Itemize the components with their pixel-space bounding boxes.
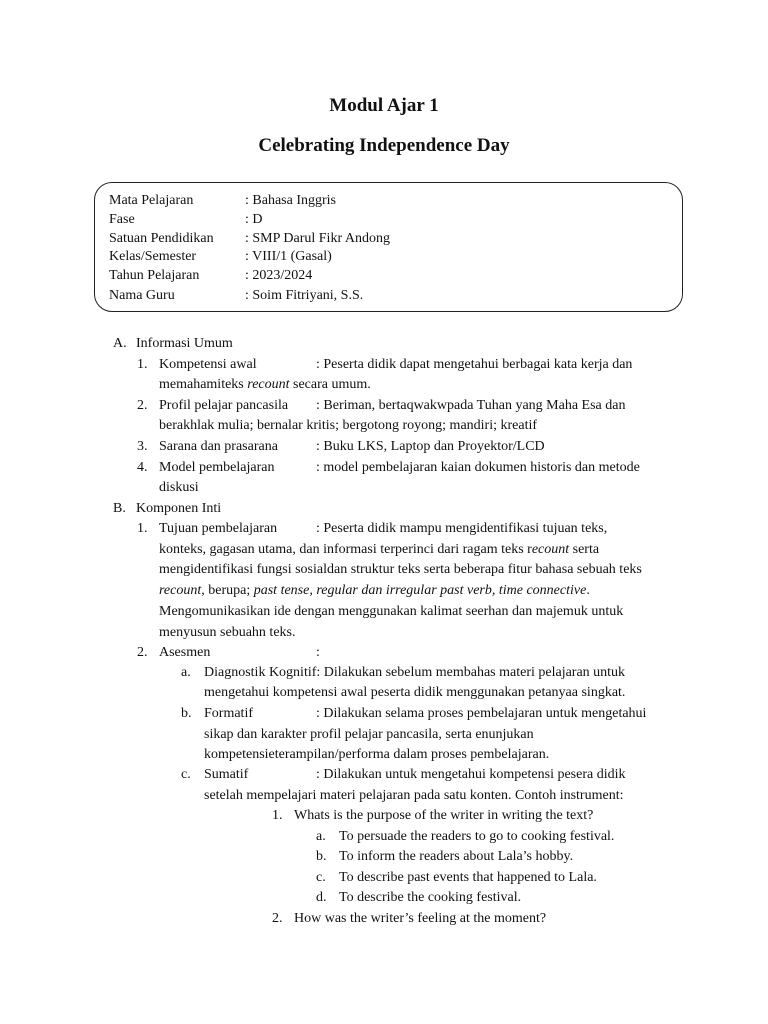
- item-text: : Beriman, bertaqwakwpada Tuhan yang Maha Esa dan: [316, 398, 626, 413]
- list-number: 1.: [137, 357, 148, 372]
- info-value: : 2023/2024: [245, 268, 313, 283]
- item-label: Tujuan pembelajaran: [159, 521, 278, 536]
- info-value: : VIII/1 (Gasal): [245, 249, 332, 264]
- question-number: 1.: [272, 808, 283, 823]
- list-number: 2.: [137, 645, 148, 660]
- page-title: Modul Ajar 1: [329, 95, 439, 116]
- option-text: To describe past events that happened to Lala.: [339, 870, 597, 885]
- sub-text: mengetahui kompetensi awal peserta didik menggunakan petanyaa singkat.: [204, 685, 626, 700]
- option-text: To inform the readers about Lala’s hobby.: [339, 849, 574, 864]
- sub-text: : Dilakukan untuk mengetahui kompetensi pesera didik: [316, 767, 626, 782]
- sub-text: kompetensieterampilan/performa dalam proses pembelajaran.: [204, 747, 550, 762]
- item-label: Model pembelajaran: [159, 460, 275, 475]
- option-marker: a.: [316, 829, 326, 844]
- item-label: Sarana dan prasarana: [159, 439, 278, 454]
- item-continuation: diskusi: [159, 480, 199, 495]
- option-text: To persuade the readers to go to cooking festival.: [339, 829, 615, 844]
- item-continuation: mengidentifikasi fungsi sosialdan struktur teks serta beberapa fitur bahasa sebuah teks: [159, 562, 642, 577]
- section-marker: A.: [113, 336, 127, 351]
- info-value: : D: [245, 212, 263, 227]
- item-continuation: menyusun sebuahn teks.: [159, 625, 296, 640]
- sub-text: Diagnostik Kognitif: Dilakukan sebelum membahas materi pelajaran untuk: [204, 665, 626, 680]
- item-text: : model pembelajaran kaian dokumen historis dan metode: [316, 460, 640, 475]
- info-value: : Soim Fitriyani, S.S.: [245, 288, 364, 303]
- sub-label: Sumatif: [204, 767, 249, 782]
- list-number: 4.: [137, 460, 148, 475]
- section-marker: B.: [113, 501, 126, 516]
- info-label: Fase: [109, 212, 135, 227]
- option-text: To describe the cooking festival.: [339, 890, 522, 905]
- info-label: Satuan Pendidikan: [109, 231, 214, 246]
- info-value: : Bahasa Inggris: [245, 193, 336, 208]
- item-text: : Buku LKS, Laptop dan Proyektor/LCD: [316, 439, 545, 454]
- sub-label: Formatif: [204, 706, 253, 721]
- item-continuation: memahamiteks recount secara umum.: [159, 377, 371, 392]
- list-number: 3.: [137, 439, 148, 454]
- question-text: How was the writer’s feeling at the moment?: [294, 911, 547, 926]
- item-continuation: berakhlak mulia; bernalar kritis; bergotong royong; mandiri; kreatif: [159, 418, 538, 433]
- item-colon: :: [316, 645, 320, 660]
- list-number: 2.: [137, 398, 148, 413]
- info-label: Nama Guru: [109, 288, 175, 303]
- sub-text: : Dilakukan selama proses pembelajaran untuk mengetahui: [316, 706, 647, 721]
- list-number: 1.: [137, 521, 148, 536]
- sub-marker: a.: [181, 665, 191, 680]
- item-text: : Peserta didik dapat mengetahui berbagai kata kerja dan: [316, 357, 633, 372]
- section-heading: Komponen Inti: [136, 501, 222, 516]
- info-label: Mata Pelajaran: [109, 193, 194, 208]
- sub-text: sikap dan karakter profil pelajar pancasila, serta enunjukan: [204, 727, 534, 742]
- question-number: 2.: [272, 911, 283, 926]
- sub-marker: c.: [181, 767, 191, 782]
- section-heading: Informasi Umum: [136, 336, 233, 351]
- page-subtitle: Celebrating Independence Day: [258, 135, 510, 156]
- option-marker: d.: [316, 890, 327, 905]
- sub-text: setelah mempelajari materi pelajaran pada satu konten. Contoh instrument:: [204, 788, 624, 803]
- item-text: : Peserta didik mampu mengidentifikasi tujuan teks,: [316, 521, 608, 536]
- item-continuation: konteks, gagasan utama, dan informasi terperinci dari ragam teks recount serta: [159, 542, 600, 557]
- sub-marker: b.: [181, 706, 192, 721]
- item-continuation: Mengomunikasikan ide dengan menggunakan kalimat seerhan dan majemuk untuk: [159, 604, 624, 619]
- item-label: Asesmen: [159, 645, 211, 660]
- info-label: Tahun Pelajaran: [109, 268, 200, 283]
- info-label: Kelas/Semester: [109, 249, 197, 264]
- question-text: Whats is the purpose of the writer in writing the text?: [294, 808, 594, 823]
- item-label: Kompetensi awal: [159, 357, 257, 372]
- option-marker: c.: [316, 870, 326, 885]
- item-continuation: recount, berupa; past tense, regular dan irregular past verb, time connective.: [159, 583, 590, 598]
- option-marker: b.: [316, 849, 327, 864]
- info-value: : SMP Darul Fikr Andong: [245, 231, 390, 246]
- item-label: Profil pelajar pancasila: [159, 398, 289, 413]
